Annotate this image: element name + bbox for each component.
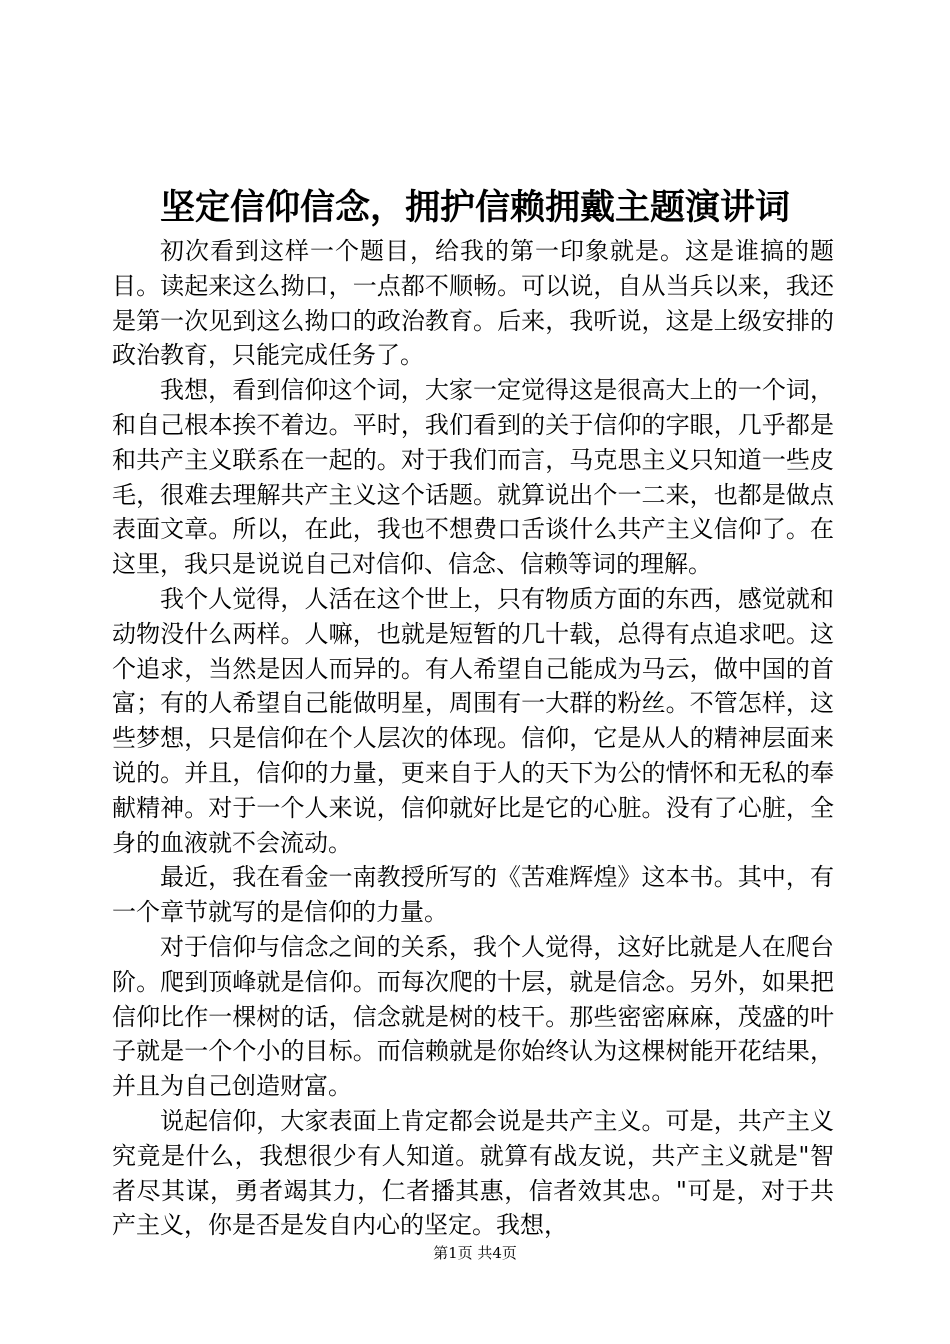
paragraph: 我个人觉得，人活在这个世上，只有物质方面的东西，感觉就和动物没什么两样。人嘛，也就是短暂的几十载，总得有点追求吧。这个追求，当然是因人而异的。有人希望自己能成为马云，做中国的首富；有的人希望自己能做明星，周围有一大群的粉丝。不管怎样，这些梦想，只是信仰在个人层次的体现。信仰，它是从人的精神层面来说的。并且，信仰的力量，更来自于人的天下为公的情怀和无私的奉献精神。对于一个人来说，信仰就好比是它的心脏。没有了心脏，全身的血液就不会流动。 xyxy=(112,584,834,857)
paragraph: 说起信仰，大家表面上肯定都会说是共产主义。可是，共产主义究竟是什么，我想很少有人知道。就算有战友说，共产主义就是"智者尽其谋，勇者竭其力，仁者播其惠，信者效其忠。"可是，对于共产主义，你是否是发自内心的坚定。我想， xyxy=(112,1106,834,1240)
paragraph: 最近，我在看金一南教授所写的《苦难辉煌》这本书。其中，有一个章节就写的是信仰的力量。 xyxy=(112,863,834,927)
document-title: 坚定信仰信念，拥护信赖拥戴主题演讲词 xyxy=(159,187,790,228)
paragraph: 对于信仰与信念之间的关系，我个人觉得，这好比就是人在爬台阶。爬到顶峰就是信仰。而每次爬的十层，就是信念。另外，如果把信仰比作一棵树的话，信念就是树的枝干。那些密密麻麻，茂盛的叶子就是一个个小的目标。而信赖就是你始终认为这棵树能开花结果，并且为自己创造财富。 xyxy=(112,932,834,1101)
paragraph: 初次看到这样一个题目，给我的第一印象就是。这是谁搞的题目。读起来这么拗口，一点都不顺畅。可以说，自从当兵以来，我还是第一次见到这么拗口的政治教育。后来，我听说，这是上级安排的政治教育，只能完成任务了。 xyxy=(112,237,834,370)
paragraph: 我想，看到信仰这个词，大家一定觉得这是很高大上的一个词，和自己根本挨不着边。平时，我们看到的关于信仰的字眼，几乎都是和共产主义联系在一起的。对于我们而言，马克思主义只知道一些皮毛，很难去理解共产主义这个话题。就算说出个一二来，也都是做点表面文章。所以，在此，我也不想费口舌谈什么共产主义信仰了。在这里，我只是说说自己对信仰、信念、信赖等词的理解。 xyxy=(112,376,834,579)
page-footer: 第1页 共4页 xyxy=(433,1244,517,1262)
document-body xyxy=(112,234,834,1243)
